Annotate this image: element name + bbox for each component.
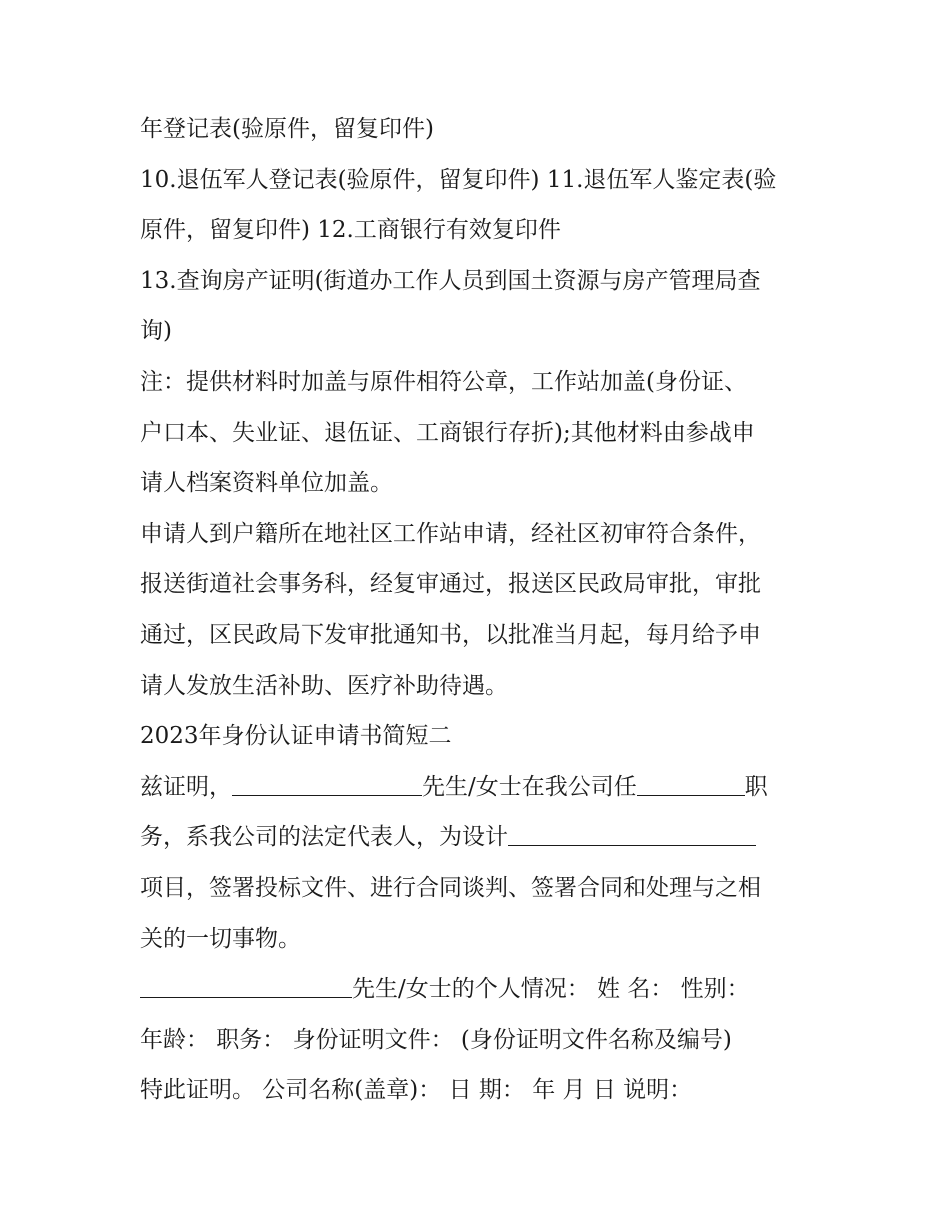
text-line: 询) <box>140 318 172 345</box>
text-line: 请人档案资料单位加盖。 <box>140 470 393 497</box>
cert-line-2 <box>140 812 820 863</box>
project-blank <box>508 819 756 846</box>
name-blank <box>232 769 422 796</box>
position-blank <box>637 769 745 796</box>
text-line: 10.退伍军人登记表(验原件，留复印件) 11.退伍军人鉴定表(验 <box>140 166 777 193</box>
text-line: 报送街道社会事务科，经复审通过，报送区民政局审批，审批 <box>140 571 761 598</box>
text-line: 户口本、失业证、退伍证、工商银行存折);其他材料由参战申 <box>140 419 755 446</box>
text-line: 申请人到户籍所在地社区工作站申请，经社区初审符合条件， <box>140 520 761 547</box>
cert-line-5 <box>140 964 820 1015</box>
text-line: 原件，留复印件) 12.工商银行有效复印件 <box>140 217 561 244</box>
text-line: 请人发放生活补助、医疗补助待遇。 <box>140 672 508 699</box>
text-line: 通过，区民政局下发审批通知书，以批准当月起，每月给予申 <box>140 621 761 648</box>
cert-line-1 <box>140 762 820 813</box>
cert-text: 务，系我公司的法定代表人，为设计 <box>140 824 508 851</box>
cert-line-4: 关的一切事物。 <box>140 925 301 952</box>
person-name-blank <box>140 971 352 998</box>
text-line: 13.查询房产证明(街道办工作人员到国土资源与房产管理局查 <box>140 267 761 294</box>
cert-line-6: 年龄： 职务： 身份证明文件： (身份证明文件名称及编号) <box>140 1026 732 1053</box>
section-heading: 2023年身份认证申请书简短二 <box>140 723 452 750</box>
cert-line-7: 特此证明。 公司名称(盖章)： 日 期： 年 月 日 说明： <box>140 1077 693 1104</box>
cert-text: 先生/女士在我公司任 <box>422 773 637 800</box>
cert-text: 先生/女士的个人情况： 姓 名： 性别： <box>352 976 750 1003</box>
cert-text: 兹证明， <box>140 773 232 800</box>
document-page <box>140 104 820 1116</box>
text-line: 注：提供材料时加盖与原件相符公章，工作站加盖(身份证、 <box>140 368 747 395</box>
text-line: 年登记表(验原件，留复印件) <box>140 116 434 142</box>
cert-line-3: 项目，签署投标文件、进行合同谈判、签署合同和处理与之相 <box>140 874 761 901</box>
cert-text: 职 <box>744 773 768 800</box>
